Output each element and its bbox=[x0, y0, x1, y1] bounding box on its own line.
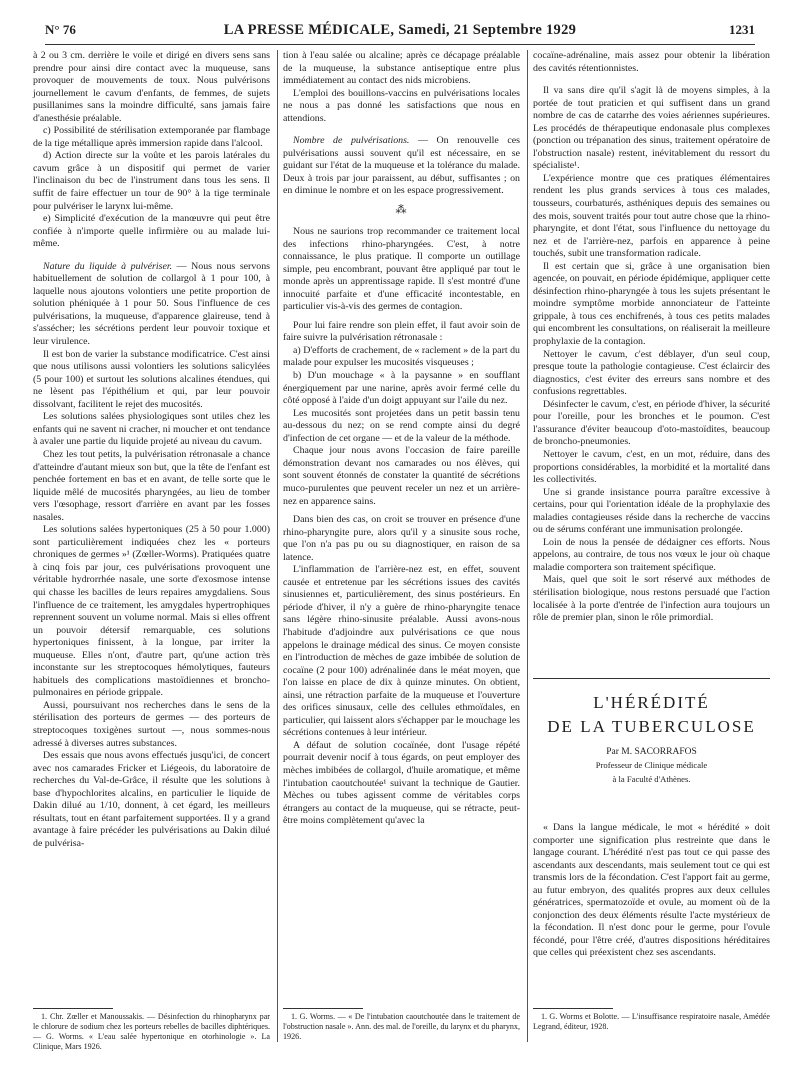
paragraph: Les solutions salées hypertoniques (25 à 50 pour 1.000) sont particulièrement indiquées chez les « porteurs chroniques de germes »¹ (Zœller-Worms). Pratiquées quatre à cinq fois par jour, ces pulvérisations provoquent une véritable hydrorrhée nasale, une sorte d'exosmose intense qui chasse les bacilles de leurs repaires amygdaliens. Sous l'influence de ce traitement, les amygdales hypertrophiques reprennent souvent un volume normal. Mais si elles offrent un pouvoir détersif remarquable, ces solutions hypertoniques finissent, à la longue, par irriter la muqueuse. Elles n'ont, d'autre part, qu'une action très inconstante sur les streptocoques hémolytiques, fauteurs habituels des complications mastoïdiennes et broncho-pulmonaires en période grippale. bbox=[33, 524, 270, 699]
paragraph: e) Simplicité d'exécution de la manœuvre qui peut être confiée à n'importe quelle infirmière ou au malade lui-même. bbox=[33, 213, 270, 250]
paragraph: tion à l'eau salée ou alcaline; après ce décapage préalable de la muqueuse, la substance antiseptique entre plus immédiatement au contact des nids microbiens. bbox=[283, 50, 520, 87]
column-3 bbox=[533, 50, 770, 670]
paragraph: Dans bien des cas, on croit se trouver en présence d'une rhino-pharyngite pure, alors qu'il y a sinusite sous roche, que l'on n'a pas pu ou su diagnostiquer, en raison de sa latence. bbox=[283, 514, 520, 563]
author-affiliation: à la Faculté d'Athènes. bbox=[612, 773, 691, 784]
article-header bbox=[533, 678, 770, 784]
footnote-text: 1. G. Worms. — « De l'intubation caoutchoutée dans le traitement de l'obstruction nasale ». Ann. des mal. de l'oreille, du larynx et du pharynx, 1926. bbox=[283, 1012, 520, 1041]
paragraph: L'inflammation de l'arrière-nez est, en effet, souvent causée et entretenue par les sécrétions issues des cavités sinusiennes et, particulièrement, des sinus postérieurs. En période d'hiver, il n'y a guère de rhino-pharyngite tenace sans légère rhino-sinusite préalable. Aussi avons-nous l'habitude d'adjoindre aux pulvérisations ce que nous appelons le drainage médical des sinus. Ce moyen consiste en l'introduction de mèches de gaze imbibée de solution de cocaïne (2 pour 100) adrénalinée dans le méat moyen, que l'on laisse en place de dix à quinze minutes. On obtient, ainsi, une rétraction parfaite de la muqueuse et l'ouverture des orifices sinusaux, celle des cellules ethmoïdales, en particulier, qui laissent alors s'échapper par le mouchage les sécrétions contenues à leur intérieur. bbox=[283, 564, 520, 739]
column-1 bbox=[33, 50, 270, 1000]
section-heading: Nature du liquide à pulvériser. bbox=[43, 260, 173, 272]
column-divider bbox=[277, 50, 278, 1042]
paragraph: b) D'un mouchage « à la paysanne » en soufflant énergiquement par une narine, après avoir fermé celle du côté opposé à l'aide d'un doigt appuyant sur l'aile du nez. bbox=[283, 370, 520, 407]
paragraph: Aussi, poursuivant nos recherches dans le sens de la stérilisation des porteurs de germes — des porteurs de streptocoques toxigènes surtout —, nous sommes-nous adressé à diverses autres substances. bbox=[33, 699, 270, 749]
section-heading: Nombre de pulvérisations. bbox=[293, 135, 410, 147]
paragraph: Pour lui faire rendre son plein effet, il faut avoir soin de faire suivre la pulvérisation rétronasale : bbox=[283, 319, 520, 344]
paragraph: à 2 ou 3 cm. derrière le voile et dirigé en divers sens sans prendre pour ainsi dire contact avec la muqueuse, sans provoquer de mouvements de toux. Nous pulvérisons journellement le cavum d'enfants, de femmes, de sujets pusillanimes sans la moindre difficulté, sans jamais faire d'anesthésie préalable. bbox=[33, 50, 270, 124]
footnote-text: 1. Chr. Zœller et Manoussakis. — Désinfection du rhinopharynx par le chlorure de sodium chez les porteurs rebelles de bacilles diphtériques. — G. Worms. « L'eau salée hypertonique en otorhinologie ». La Clinique, Mars 1926. bbox=[33, 1012, 270, 1051]
column-2 bbox=[283, 50, 520, 1000]
paragraph: « Dans la langue médicale, le mot « hérédité » doit comporter une signification plus restreinte que dans le langage courant. L'hérédité n'est pas tout ce qui passe des ascendants aux descendants, mais seulement tout ce qui est transmis lors de la fécondation. C'est l'apport fait au germe, au futur embryon, des qualités propres aux deux cellules génératrices, spermatozoïde et ovule, au moment où de la conjonction des deux éléments résulte l'acte mystérieux de la fécondation. Il n'est donc pour le germe, pour l'ovule fécondé, pour l'être créé, d'autres dispositions héréditaires que celles qui préexistent chez ses ascendants. bbox=[533, 822, 770, 959]
paragraph-text: — On renouvelle ces pulvérisations aussi souvent qu'il est nécessaire, en se guidant sur l'état de la muqueuse et la tolérance du malade. Deux à trois par jour paraissent, au début, suffisantes ; on en diminue le nombre et on les espace progressivement. bbox=[283, 135, 520, 197]
section-paragraph bbox=[33, 261, 270, 349]
article-separator-rule bbox=[533, 678, 770, 679]
article-title-line-2: DE LA TUBERCULOSE bbox=[547, 717, 756, 736]
article-byline: Par M. SACORRAFOS bbox=[606, 747, 697, 757]
paragraph: Chez les tout petits, la pulvérisation rétronasale a chance d'atteindre d'autant mieux son but, que la tête de l'enfant est penchée fortement en bas et en avant, de telle sorte que le liquide mêlé de mucosités pharyngées, au lieu de tomber vers l'œsophage, ressort d'arrière en avant par les fosses nasales. bbox=[33, 448, 270, 523]
article-body bbox=[533, 822, 770, 960]
footnote-2 bbox=[283, 1012, 520, 1042]
paragraph: Il va sans dire qu'il s'agit là de moyens simples, à la portée de tout praticien et qui suffisent dans un grand nombre de cas de catarrhe des voies aériennes supérieures. Les procédés de thérapeutique endonasale plus complexes (ponction ou trépanation des sinus, traitement opératoire de l'obstruction nasale) restent, inévitablement du ressort du spécialiste¹. bbox=[533, 85, 770, 172]
section-paragraph bbox=[283, 135, 520, 198]
paragraph-text: — Nous nous servons habituellement de solution de collargol à 1 pour 100, à laquelle nous ajoutons volontiers une petite proportion de solution phéniquée à 1 pour 50. Sous l'influence de ces pulvérisations, la muqueuse, d'apparence glaireuse, tend à s'assécher; les sécrétions perdent leur pouvoir toxique et leur virulence. bbox=[33, 260, 270, 348]
author-affiliation: Professeur de Clinique médicale bbox=[595, 760, 708, 770]
paragraph: Nous ne saurions trop recommander ce traitement local des infections rhino-pharyngées. C'est, à notre connaissance, le plus pratique. Il comporte un outillage simple, peu encombrant, pouvant être appliqué par tout le monde après un apprentissage rapide. Il s'est montré d'une innocuité parfaite et d'une efficacité incontestable, en particulier vis-à-vis des germes de contagion. bbox=[283, 226, 520, 313]
paragraph: a) D'efforts de crachement, de « raclement » de la part du malade pour expulser les mucosités visqueuses ; bbox=[283, 344, 520, 369]
paragraph: Il est bon de varier la substance modificatrice. C'est ainsi que nous utilisons aussi volontiers les solutions salicylées (5 pour 100) et surtout les solutions alcalines étendues, qui ne lèsent pas l'épithélium et qui, par leur pouvoir dissolvant, facilitent le rejet des mucosités. bbox=[33, 348, 270, 410]
footnote-text: 1. G. Worms et Bolotte. — L'insuffisance respiratoire nasale, Amédée Legrand, éditeur, 1928. bbox=[533, 1012, 770, 1031]
paragraph: L'expérience montre que ces pratiques élémentaires rendent les plus grands services à tous ces malades, tousseurs, courbaturés, asthéniques depuis des semaines ou des mois, souvent traités pour tout autre chose que la rhino-pharyngite, et dont l'état, sous l'influence du nettoyage du nez et de l'arrière-nez, parfois en apparence à peine touchés, subit une transformation radicale. bbox=[533, 172, 770, 260]
paragraph: Désinfecter le cavum, c'est, en période d'hiver, la sécurité pour l'oreille, pour les bronches et le poumon. C'est l'assurance d'éviter beaucoup d'oto-mastoïdites, beaucoup de broncho-pneumonies. bbox=[533, 398, 770, 448]
paragraph: Les solutions salées physiologiques sont utiles chez les enfants qui ne savent ni cracher, ni moucher et ont tendance à avaler une partie du liquide projeté au niveau du cavum. bbox=[33, 411, 270, 448]
paragraph: L'emploi des bouillons-vaccins en pulvérisations locales ne nous a pas donné les satisfactions que nous en attendions. bbox=[283, 87, 520, 124]
paragraph: Nettoyer le cavum, c'est, en un mot, réduire, dans des proportions considérables, la morbidité et la mortalité dans les collectivités. bbox=[533, 448, 770, 486]
issue-number: N° 76 bbox=[45, 22, 76, 37]
article-title-line-1: L'HÉRÉDITÉ bbox=[593, 693, 710, 712]
page-header bbox=[45, 22, 755, 42]
footnote-rule bbox=[33, 1008, 113, 1009]
paragraph: Loin de nous la pensée de dédaigner ces efforts. Nous appelons, au contraire, de tous nos vœux le jour où chaque maladie comportera son traitement spécifique. bbox=[533, 536, 770, 573]
header-rule bbox=[45, 44, 755, 45]
section-separator-asterism: ⁂ bbox=[395, 204, 408, 217]
paragraph: c) Possibilité de stérilisation extemporanée par flambage de la tige métallique après immersion rapide dans l'alcool. bbox=[33, 125, 270, 149]
paragraph: Une si grande insistance pourra paraître excessive à certains, pour qui l'orientation idéale de la prophylaxie des maladies contagieuses réside dans la recherche de vaccins ou de sérums conférant une immunisation prolongée. bbox=[533, 486, 770, 536]
paragraph: Chaque jour nous avons l'occasion de faire pareille démonstration devant nos camarades ou nos élèves, qui sont souvent étonnés de constater la quantité de sécrétions muco-purulentes que peuvent receler un nez et un arrière-nez en apparence sains. bbox=[283, 445, 520, 507]
footnote-3 bbox=[533, 1012, 770, 1032]
paragraph: d) Action directe sur la voûte et les parois latérales du cavum grâce à un dispositif qui permet de varier l'inclinaison du bec de l'instrument dans tous les sens. Il suffit de faire effectuer un tour de 90° à la tige terminale pour pulvériser le larynx lui-même. bbox=[33, 150, 270, 212]
paragraph: Des essais que nous avons effectués jusqu'ici, de concert avec nos camarades Fricker et Liégeois, du laboratoire de recherches du Val-de-Grâce, il résulte que les solutions à base d'hypochlorites alcalins, en particulier le liquide de Dakin dilué au 1/10, donnent, à cet égard, les meilleurs résultats, tout en étant parfaitement supportées. Il y a grand avantage à faire précéder les pulvérisations au Dakin dilué de pulvérisa- bbox=[33, 750, 270, 849]
paragraph: Mais, quel que soit le sort réservé aux méthodes de stérilisation biologique, nous restons persuadé que l'action localisée à la porte d'entrée de l'infection aura toujours un rôle de premier plan, sinon le rôle primordial. bbox=[533, 574, 770, 624]
paragraph: Il est certain que si, grâce à une organisation bien agencée, on pouvait, en période épidémique, appliquer cette désinfection rhino-pharyngée à tous les sujets présentant le moindre symptôme morbide annonciateur de l'atteinte grippale, à tous ces enchifrenés, à tous ces petits malades qui encombrent les consultations, on réaliserait la meilleure prophylaxie de la contagion. bbox=[533, 260, 770, 348]
footnote-rule bbox=[283, 1008, 363, 1009]
paragraph: A défaut de solution cocaïnée, dont l'usage répété pourrait devenir nocif à tous égards, on peut employer des mèches imbibées de collargol, d'huile aromatique, et même l'intubation caoutchoutée¹ suivant la technique de Gautier. Mèches ou tubes agissent comme de véritables corps étrangers au contact de la muqueuse, qui se rétracte, peut-être moins complètement qu'avec la bbox=[283, 739, 520, 827]
paragraph: Les mucosités sont projetées dans un petit bassin tenu au-dessous du nez; on se rend compte ainsi du degré d'infection de cet organe — et de la valeur de la méthode. bbox=[283, 407, 520, 444]
publication-title: LA PRESSE MÉDICALE, Samedi, 21 Septembre 1929 bbox=[223, 22, 577, 38]
paragraph: Nettoyer le cavum, c'est déblayer, d'un seul coup, presque toute la pathologie contagieuse. C'est éclaircir des diagnostics, c'est éviter des erreurs sans nombre et des confusions regrettables. bbox=[533, 348, 770, 398]
column-divider bbox=[527, 50, 528, 1042]
page-number: 1231 bbox=[729, 22, 755, 37]
paragraph: cocaïne-adrénaline, mais assez pour obtenir la libération des cavités rétentionnistes. bbox=[533, 50, 770, 74]
footnote-1 bbox=[33, 1012, 270, 1052]
footnote-rule bbox=[533, 1008, 613, 1009]
